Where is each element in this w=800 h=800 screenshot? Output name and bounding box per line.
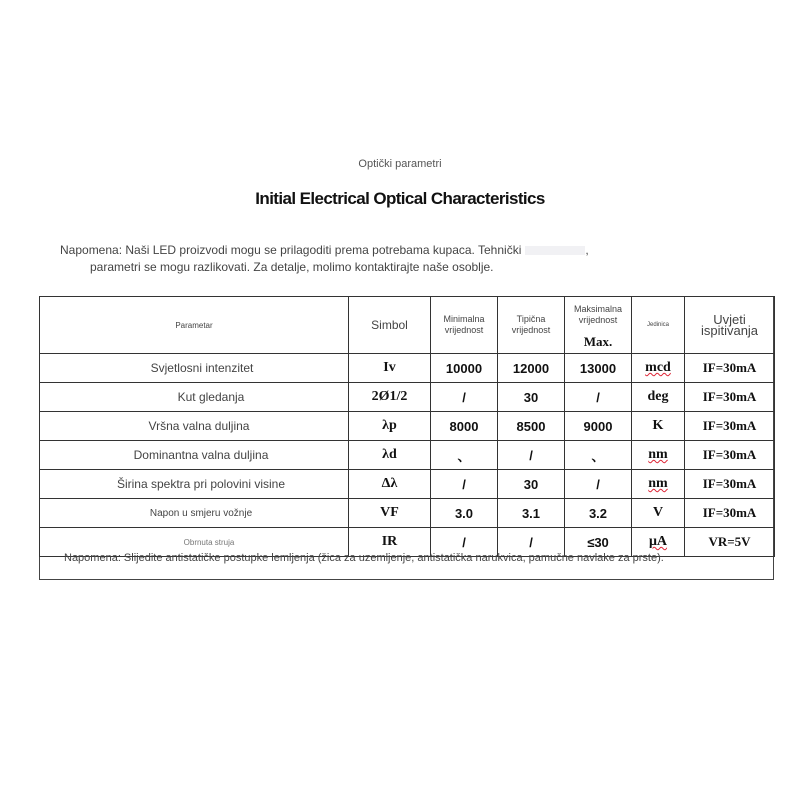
header-max xyxy=(565,297,632,354)
header-conditions: Uvjeti ispitivanja xyxy=(685,297,775,354)
row-symbol: IR xyxy=(349,528,431,557)
row-unit xyxy=(632,441,685,470)
row-typ: / xyxy=(498,528,565,557)
row-unit: V xyxy=(632,499,685,528)
row-symbol: Iv xyxy=(349,354,431,383)
row-typ: 30 xyxy=(498,383,565,412)
row-symbol: λp xyxy=(349,412,431,441)
row-condition: IF=30mA xyxy=(685,499,775,528)
row-condition: IF=30mA xyxy=(685,354,775,383)
row-parameter: Kut gledanja xyxy=(40,383,349,412)
header-typ: Tipična vrijednost xyxy=(498,297,565,354)
table-row xyxy=(40,499,775,528)
row-symbol: Δλ xyxy=(349,470,431,499)
row-parameter: Napon u smjeru vožnje xyxy=(40,499,349,528)
note-line-1: Napomena: Naši LED proizvodi mogu se prilagoditi prema potrebama kupaca. Tehnički xyxy=(60,243,522,257)
header-max-short: Max. xyxy=(583,333,613,349)
row-parameter: Obrnuta struja xyxy=(40,528,349,557)
page-title: Initial Electrical Optical Characteristics xyxy=(255,189,545,208)
header-max-label: Maksimalna vrijednost xyxy=(573,303,622,325)
row-typ: / xyxy=(498,441,565,470)
table-row xyxy=(40,354,775,383)
row-max: 13000 xyxy=(565,354,632,383)
row-unit xyxy=(632,354,685,383)
row-min: 10000 xyxy=(431,354,498,383)
characteristics-table xyxy=(39,296,775,557)
row-max: 、 xyxy=(565,441,632,470)
header-min: Minimalna vrijednost xyxy=(431,297,498,354)
table-row xyxy=(40,383,775,412)
row-typ: 30 xyxy=(498,470,565,499)
row-unit-text: nm xyxy=(648,447,668,462)
row-unit-text: mcd xyxy=(645,360,671,375)
row-parameter: Širina spektra pri polovini visine xyxy=(40,470,349,499)
row-min: 8000 xyxy=(431,412,498,441)
row-max: 9000 xyxy=(565,412,632,441)
row-min: 3.0 xyxy=(431,499,498,528)
page-subtitle: Optički parametri xyxy=(358,158,442,170)
row-condition: IF=30mA xyxy=(685,383,775,412)
row-typ: 3.1 xyxy=(498,499,565,528)
row-condition: IF=30mA xyxy=(685,470,775,499)
row-symbol: λd xyxy=(349,441,431,470)
header-unit: Jedinica xyxy=(632,297,685,354)
row-min: / xyxy=(431,383,498,412)
row-condition: IF=30mA xyxy=(685,412,775,441)
row-max: / xyxy=(565,383,632,412)
row-max: / xyxy=(565,470,632,499)
table-row xyxy=(40,470,775,499)
row-min: / xyxy=(431,528,498,557)
row-unit xyxy=(632,470,685,499)
row-typ: 8500 xyxy=(498,412,565,441)
row-unit-text: nm xyxy=(648,476,668,491)
row-unit: K xyxy=(632,412,685,441)
row-typ: 12000 xyxy=(498,354,565,383)
note-line-2: parametri se mogu razlikovati. Za detalje, molimo kontaktirajte naše osoblje. xyxy=(90,260,494,274)
header-symbol: Simbol xyxy=(349,297,431,354)
row-unit: deg xyxy=(632,383,685,412)
row-symbol: VF xyxy=(349,499,431,528)
table-row xyxy=(40,441,775,470)
row-max: ≤30 xyxy=(565,528,632,557)
customization-note xyxy=(60,242,620,276)
row-parameter: Vršna valna duljina xyxy=(40,412,349,441)
header-parameter: Parametar xyxy=(40,297,349,354)
row-max: 3.2 xyxy=(565,499,632,528)
table-row xyxy=(40,412,775,441)
note-comma: , xyxy=(585,243,589,257)
row-condition: IF=30mA xyxy=(685,441,775,470)
table-header-row xyxy=(40,297,775,354)
row-unit-text: μA xyxy=(648,534,668,549)
row-parameter: Dominantna valna duljina xyxy=(40,441,349,470)
antistatic-note: Napomena: Slijedite antistatičke postupke lemljenja (žica za uzemljenje, antistatička narukvica, pamučne navlake za prste). xyxy=(64,552,664,564)
row-condition: VR=5V xyxy=(685,528,775,557)
row-parameter: Svjetlosni intenzitet xyxy=(40,354,349,383)
row-min: / xyxy=(431,470,498,499)
row-symbol: 2Ø1/2 xyxy=(349,383,431,412)
redacted-mark xyxy=(525,246,585,255)
row-min: 、 xyxy=(431,441,498,470)
